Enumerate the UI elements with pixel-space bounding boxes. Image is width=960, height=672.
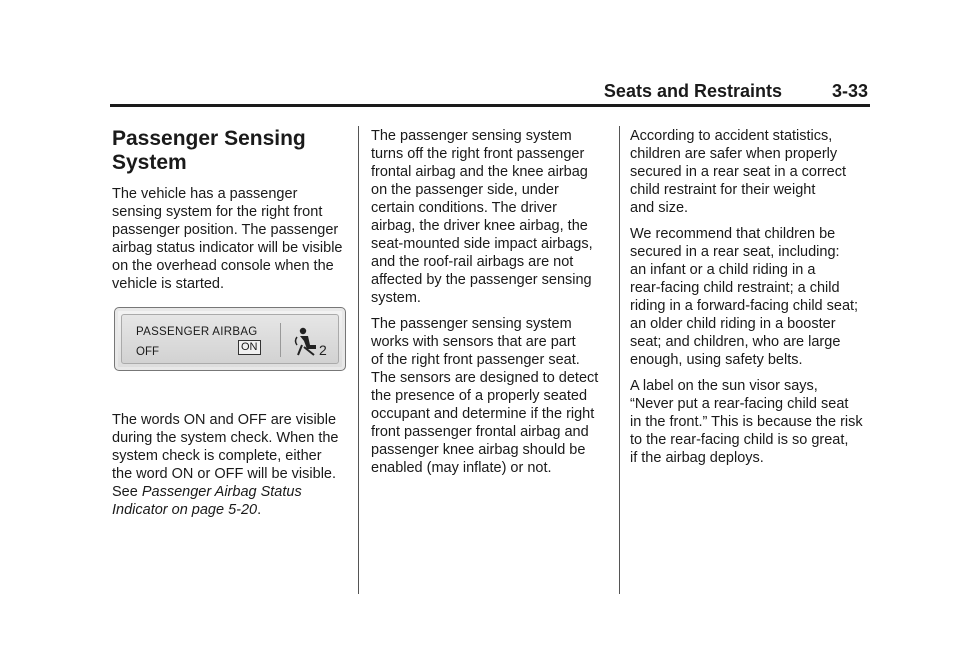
text-line: system. — [371, 290, 421, 306]
indicator-on-label: ON — [238, 340, 261, 355]
text-line: of the right front passenger seat. — [371, 352, 580, 368]
system-check-paragraph — [112, 411, 348, 519]
text-line: in the front.” This is because the risk — [630, 414, 863, 430]
heading-line: System — [112, 151, 187, 174]
indicator-title: PASSENGER AIRBAG — [136, 326, 258, 338]
text-line: child restraint for their weight — [630, 182, 816, 198]
cross-reference-link[interactable]: Passenger Airbag Status — [141, 484, 302, 500]
text-line: The passenger sensing system — [371, 316, 572, 332]
text-line: The words ON and OFF are visible — [112, 412, 337, 428]
intro-paragraph — [112, 185, 348, 293]
text-line: enough, using safety belts. — [630, 352, 803, 368]
text-line: airbag status indicator will be visible — [112, 240, 343, 256]
text-line: sensing system for the right front — [112, 204, 323, 220]
text-line: occupant and determine if the right — [371, 406, 595, 422]
text-line: The passenger sensing system — [371, 128, 572, 144]
sentence-end: . — [257, 502, 262, 518]
text-line: The sensors are designed to detect — [371, 370, 599, 386]
section-heading — [112, 127, 348, 175]
column-2 — [371, 127, 609, 485]
text-line: frontal airbag and the knee airbag — [371, 164, 588, 180]
text-line: system check is complete, either — [112, 448, 322, 464]
text-line: passenger position. The passenger — [112, 222, 339, 238]
text-line: “Never put a rear-facing child seat — [630, 396, 849, 412]
text-line: turns off the right front passenger — [371, 146, 585, 162]
airbag-indicator-figure — [112, 307, 348, 399]
text-line: on the overhead console when the — [112, 258, 334, 274]
text-line: seat-mounted side impact airbags, — [371, 236, 593, 252]
text-line: rear-facing child restraint; a child — [630, 280, 840, 296]
seated-passenger-airbag-icon — [292, 325, 332, 359]
page-header — [110, 78, 870, 107]
column-divider — [619, 126, 620, 594]
column-3 — [630, 127, 876, 475]
page-number: 3-33 — [831, 81, 868, 101]
text-line: to the rear-facing child is so great, — [630, 432, 849, 448]
text-line: the presence of a properly seated — [371, 388, 588, 404]
heading-line: Passenger Sensing — [112, 127, 306, 150]
text-line: and size. — [630, 200, 689, 216]
text-line: A label on the sun visor says, — [630, 378, 818, 394]
indicator-panel — [121, 314, 339, 364]
airbag-status-indicator — [114, 307, 346, 371]
text-line: during the system check. When the — [112, 430, 339, 446]
column-divider — [358, 126, 359, 594]
cross-reference-link[interactable]: Indicator on page 5-20 — [112, 502, 258, 518]
paragraph — [371, 127, 609, 307]
indicator-number: 2 — [319, 342, 327, 358]
text-line: secured in a rear seat in a correct — [630, 164, 846, 180]
text-line: seat; and children, who are large — [630, 334, 841, 350]
text-line: certain conditions. The driver — [371, 200, 557, 216]
text-line — [112, 483, 348, 501]
indicator-off-label: OFF — [136, 346, 159, 358]
text-line: if the airbag deploys. — [630, 450, 764, 466]
text-line: vehicle is started. — [112, 276, 225, 292]
text-line: the word ON or OFF will be visible. — [112, 466, 337, 482]
section-title: Seats and Restraints — [603, 81, 782, 101]
text-line: works with sensors that are part — [371, 334, 576, 350]
indicator-divider — [280, 323, 281, 357]
text-line: children are safer when properly — [630, 146, 838, 162]
see-label: See — [112, 484, 138, 500]
text-line: front passenger frontal airbag and — [371, 424, 589, 440]
text-line: riding in a forward-facing child seat; — [630, 298, 859, 314]
text-line — [112, 501, 348, 519]
paragraph — [371, 315, 609, 477]
text-line: secured in a rear seat, including: — [630, 244, 840, 260]
text-line: an older child riding in a booster — [630, 316, 836, 332]
text-line: on the passenger side, under — [371, 182, 559, 198]
paragraph — [630, 127, 876, 217]
text-line: affected by the passenger sensing — [371, 272, 592, 288]
text-line: The vehicle has a passenger — [112, 186, 298, 202]
text-line: an infant or a child riding in a — [630, 262, 816, 278]
text-line: We recommend that children be — [630, 226, 836, 242]
text-line: and the roof-rail airbags are not — [371, 254, 574, 270]
text-line: airbag, the driver knee airbag, the — [371, 218, 588, 234]
text-line: passenger knee airbag should be — [371, 442, 586, 458]
paragraph — [630, 225, 876, 369]
column-1 — [112, 127, 348, 527]
text-line: enabled (may inflate) or not. — [371, 460, 552, 476]
paragraph — [630, 377, 876, 467]
text-line: According to accident statistics, — [630, 128, 833, 144]
